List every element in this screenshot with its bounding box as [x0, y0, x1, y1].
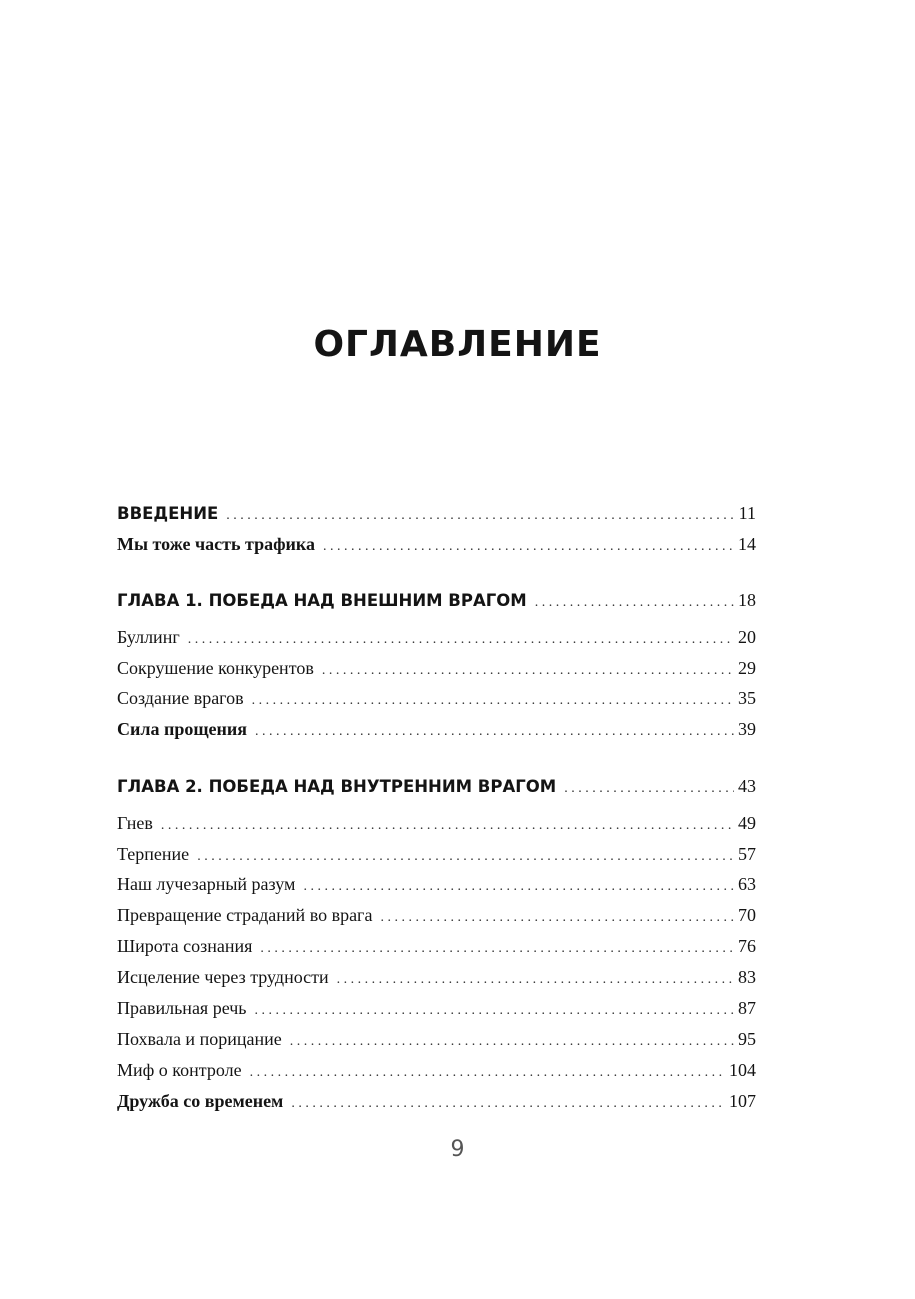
toc-entry-page: 83 — [738, 967, 756, 987]
dot-leader — [337, 967, 734, 993]
page-number: 9 — [450, 1137, 465, 1162]
toc-entry-page: 70 — [738, 905, 756, 925]
toc-entry-section[interactable] — [117, 685, 756, 711]
dot-leader — [291, 1091, 725, 1117]
toc-entry-page: 76 — [738, 936, 756, 956]
toc-entry-section[interactable] — [117, 902, 756, 928]
dot-leader — [250, 1060, 725, 1086]
dot-leader — [161, 813, 734, 839]
toc-entry-page: 18 — [738, 590, 756, 610]
toc-entry-title: Сила прощения — [117, 719, 248, 739]
toc-entry-title: ГЛАВА 1. ПОБЕДА НАД ВНЕШНИМ ВРАГОМ — [117, 591, 527, 610]
dot-leader — [252, 688, 734, 714]
toc-entry-title: Сокрушение конкурентов — [117, 658, 314, 678]
toc-entry-page: 49 — [738, 813, 756, 833]
dot-leader — [323, 534, 734, 560]
toc-entry-section[interactable] — [117, 716, 756, 742]
toc-entry-page: 43 — [738, 776, 756, 796]
dot-leader — [322, 658, 734, 684]
toc-entry-page: 107 — [729, 1091, 756, 1111]
toc-entry-title: Буллинг — [117, 627, 180, 647]
toc-entry-section[interactable] — [117, 1026, 756, 1052]
dot-leader — [197, 844, 734, 870]
toc-entry-section[interactable] — [117, 1057, 756, 1083]
toc-entry-chapter-1[interactable] — [117, 587, 756, 613]
toc-entry-title: Исцеление через трудности — [117, 967, 329, 987]
toc-entry-page: 104 — [729, 1060, 756, 1080]
toc-entry-chapter-2[interactable] — [117, 773, 756, 799]
toc-entry-page: 95 — [738, 1029, 756, 1049]
toc-entry-page: 29 — [738, 658, 756, 678]
toc-entry-section[interactable] — [117, 964, 756, 990]
toc-entry-title: Наш лучезарный разум — [117, 874, 296, 894]
dot-leader — [260, 936, 734, 962]
dot-leader — [226, 503, 734, 529]
toc-entry-page: 87 — [738, 998, 756, 1018]
toc-entry-page: 14 — [738, 534, 756, 554]
toc-entry-title: ГЛАВА 2. ПОБЕДА НАД ВНУТРЕННИМ ВРАГОМ — [117, 777, 557, 796]
toc-entry-section[interactable] — [117, 1088, 756, 1114]
toc-entry-section[interactable] — [117, 624, 756, 650]
dot-leader — [255, 998, 734, 1024]
toc-entry-section[interactable] — [117, 531, 756, 557]
dot-leader — [380, 905, 734, 931]
dot-leader — [564, 776, 734, 802]
toc-entry-page: 35 — [738, 688, 756, 708]
dot-leader — [255, 719, 734, 745]
dot-leader — [188, 627, 734, 653]
toc-entry-title: ВВЕДЕНИЕ — [117, 504, 219, 523]
toc-entry-title: Дружба со временем — [117, 1091, 284, 1111]
toc-entry-section[interactable] — [117, 655, 756, 681]
toc-entry-section[interactable] — [117, 841, 756, 867]
page-title: ОГЛАВЛЕНИЕ — [313, 324, 602, 365]
toc-entry-section[interactable] — [117, 995, 756, 1021]
toc-entry-title: Миф о контроле — [117, 1060, 242, 1080]
toc-entry-section[interactable] — [117, 871, 756, 897]
toc-entry-title: Правильная речь — [117, 998, 247, 1018]
toc-entry-title: Превращение страданий во врага — [117, 905, 373, 925]
toc-entry-title: Похвала и порицание — [117, 1029, 282, 1049]
toc-entry-page: 39 — [738, 719, 756, 739]
toc-entry-introduction[interactable] — [117, 500, 756, 526]
dot-leader — [535, 590, 734, 616]
toc-entry-page: 63 — [738, 874, 756, 894]
toc-entry-title: Мы тоже часть трафика — [117, 534, 315, 554]
toc-entry-title: Гнев — [117, 813, 153, 833]
toc-entry-page: 20 — [738, 627, 756, 647]
toc-entry-title: Широта сознания — [117, 936, 253, 956]
toc-entry-page: 11 — [738, 503, 756, 523]
toc-entry-title: Создание врагов — [117, 688, 244, 708]
dot-leader — [303, 874, 734, 900]
toc-entry-title: Терпение — [117, 844, 190, 864]
toc-entry-section[interactable] — [117, 810, 756, 836]
toc-entry-section[interactable] — [117, 933, 756, 959]
toc-entry-page: 57 — [738, 844, 756, 864]
dot-leader — [290, 1029, 734, 1055]
